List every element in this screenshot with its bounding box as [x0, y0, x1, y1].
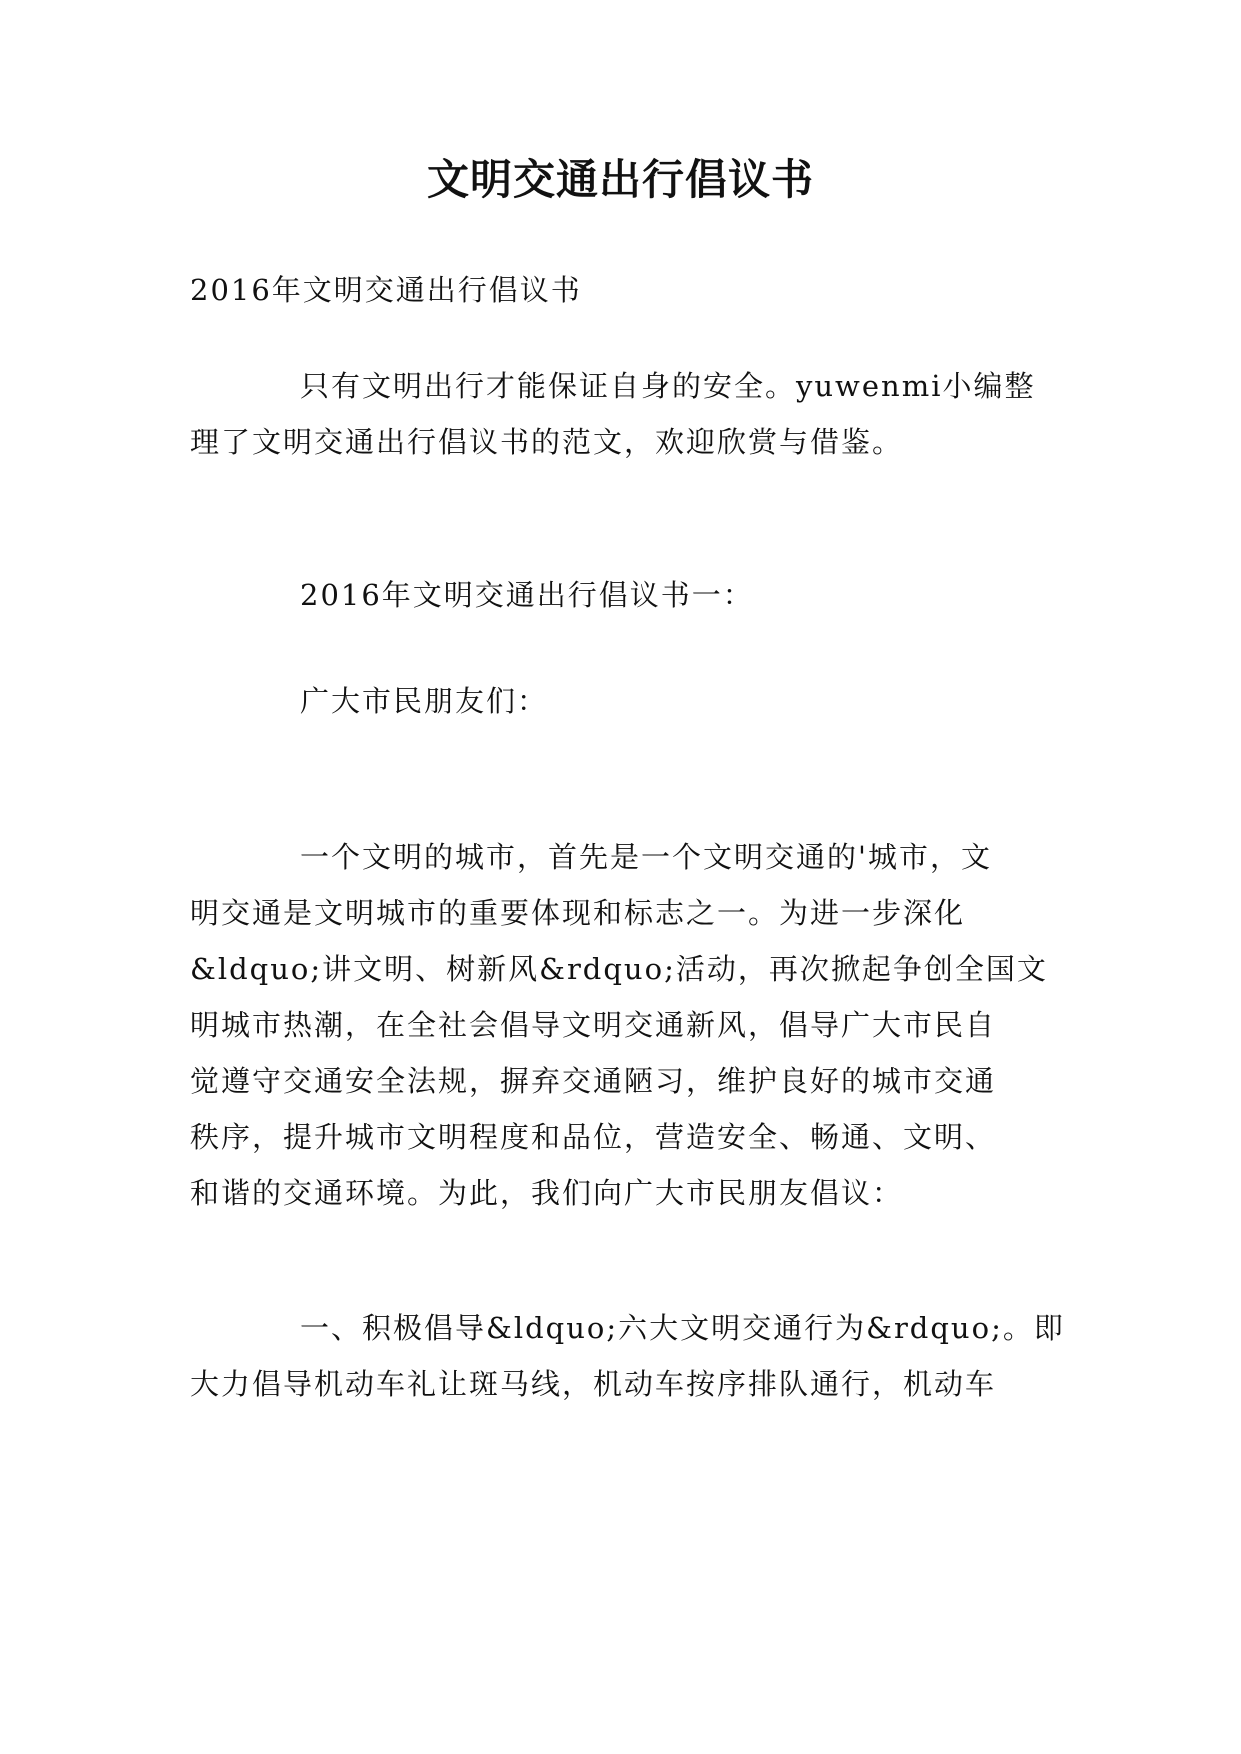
paragraph1-line-6: 秩序，提升城市文明程度和品位，营造安全、畅通、文明、 [190, 1120, 997, 1154]
body-paragraph-2 [190, 1300, 1065, 1412]
section-heading [190, 567, 1055, 623]
body-paragraph-1 [190, 829, 1055, 1221]
section-heading-text: 2016年文明交通出行倡议书一： [300, 578, 754, 612]
intro-line-1: 只有文明出行才能保证自身的安全。yuwenmi小编整 [300, 369, 1036, 403]
subtitle-text: 2016年文明交通出行倡议书 [190, 273, 582, 307]
paragraph1-line-5: 觉遵守交通安全法规，摒弃交通陋习，维护良好的城市交通 [190, 1064, 997, 1098]
document-title: 文明交通出行倡议书 [426, 155, 814, 204]
document-subtitle [190, 262, 1055, 318]
intro-line-2: 理了文明交通出行倡议书的范文，欢迎欣赏与借鉴。 [190, 425, 904, 459]
salutation-text: 广大市民朋友们： [300, 684, 549, 718]
paragraph2-line-2: 大力倡导机动车礼让斑马线，机动车按序排队通行，机动车 [190, 1367, 997, 1401]
salutation [190, 673, 1055, 729]
paragraph1-line-1: 一个文明的城市，首先是一个文明交通的'城市，文 [300, 840, 992, 874]
paragraph1-line-7: 和谐的交通环境。为此，我们向广大市民朋友倡议： [190, 1176, 904, 1210]
intro-paragraph [190, 358, 1055, 470]
paragraph1-line-3: &ldquo;讲文明、树新风&rdquo;活动，再次掀起争创全国文 [190, 952, 1048, 986]
paragraph1-line-4: 明城市热潮，在全社会倡导文明交通新风，倡导广大市民自 [190, 1008, 997, 1042]
paragraph1-line-2: 明交通是文明城市的重要体现和标志之一。为进一步深化 [190, 896, 966, 930]
paragraph2-line-1: 一、积极倡导&ldquo;六大文明交通行为&rdquo;。即 [300, 1311, 1065, 1345]
